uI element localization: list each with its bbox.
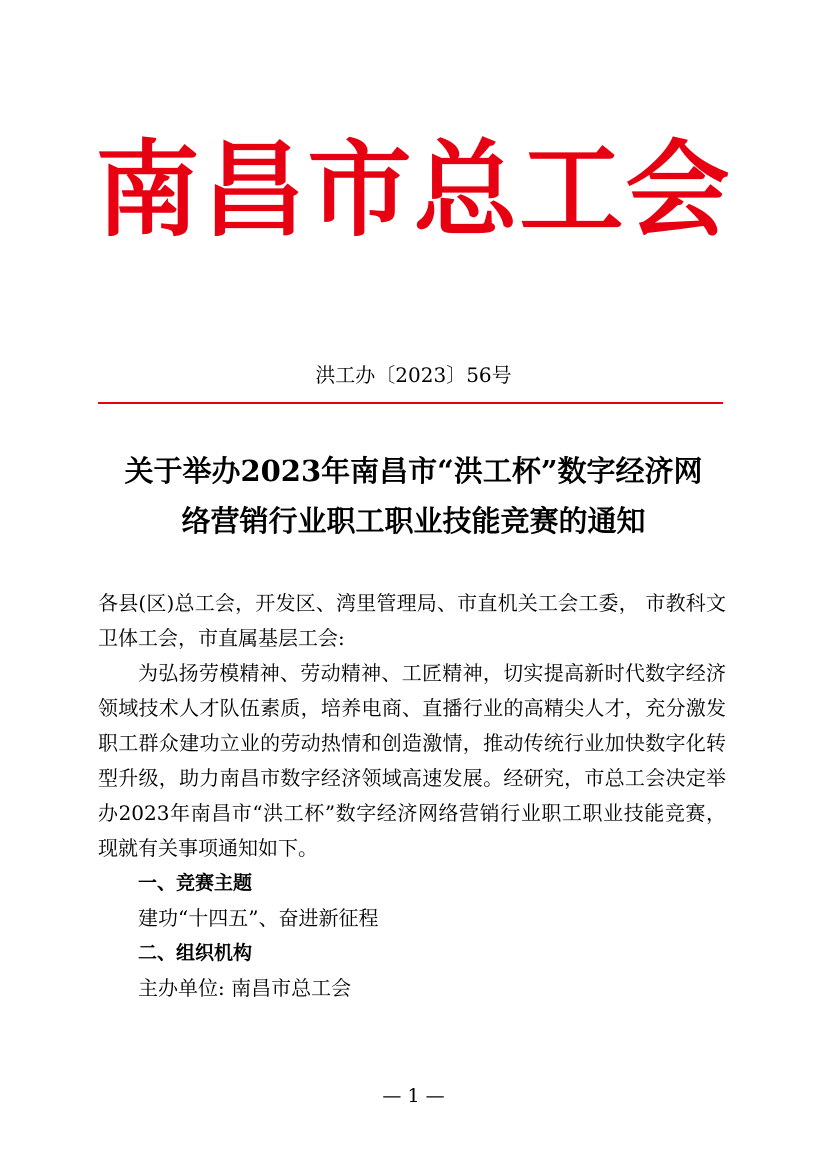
section-2-text: 主办单位: 南昌市总工会: [138, 976, 352, 1000]
document-title: [80, 446, 747, 546]
page-number: — 1 —: [382, 1085, 445, 1107]
section-1-heading: 一、竞赛主题: [138, 872, 253, 894]
section-2-heading: 二、组织机构: [138, 942, 253, 964]
recipients-paragraph: 各县(区)总工会，开发区、湾里管理局、市直机关工会工委， 市教科文卫体工会，市直属基层工会:: [98, 591, 726, 650]
document-body: [98, 586, 726, 1006]
organization-masthead: 南昌市总工会: [95, 129, 732, 251]
section-1-text: 建功“十四五”、奋进新征程: [138, 906, 379, 930]
document-title-line-2: 络营销行业职工职业技能竞赛的通知: [181, 504, 646, 538]
document-title-line-1: 关于举办2023年南昌市“洪工杯”数字经济网: [124, 454, 703, 488]
intro-paragraph: 为弘扬劳模精神、劳动精神、工匠精神，切实提高新时代数字经济领域技术人才队伍素质，培养电商、直播行业的高精尖人才，充分激发职工群众建功立业的劳动热情和创造激情，推动传统行业加快数字化转型升级，助力南昌市数字经济领域高速发展。经研究，市总工会决定举办2023年南昌市“洪工杯”数字经济网络营销行业职工职业技能竞赛，现就有关事项通知如下。: [98, 661, 726, 860]
document-number: 洪工办〔2023〕56号: [315, 363, 512, 387]
red-divider-line: [98, 402, 723, 404]
